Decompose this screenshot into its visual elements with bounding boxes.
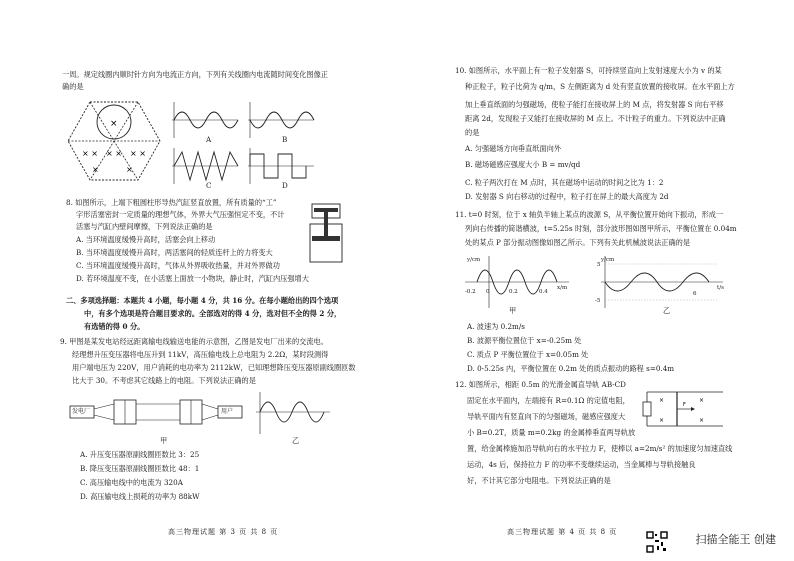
q9-option-b: B. 降压变压器原副线圈匝数比 48：1	[80, 464, 200, 473]
q11-yi-y-max: 5	[597, 262, 601, 268]
q11-option-b: B. 波源平衡位置位于 x=-0.25m 处	[467, 336, 582, 345]
q11-option-d: D. 0-5.25s 内，平衡位置在 0.2m 处的质点振动的路程 s=0.4m	[467, 364, 675, 373]
q10-line-1: 10. 如图所示，水平面上有一粒子发射器 S，可持续竖直向上发射速度大小为 v 的某	[455, 66, 722, 75]
q9-caption-jia: 甲	[160, 436, 168, 445]
q9-line-1: 9. 甲图是某发电站经远距离输电线输送电能的示意图，乙图是发电厂出来的交流电。	[60, 337, 328, 346]
q8-option-b: B. 当环境温度缓慢升高时，两活塞间的轻质连杆上的力将变大	[76, 248, 273, 257]
section-multi-choice-1: 二、多项选择题：本题共 4 小题，每小题 4 分，共 16 分。在每小题给出的四个选项	[66, 296, 339, 305]
q11-option-a: A. 波速为 0.2m/s	[467, 322, 525, 331]
svg-text:×: ×	[659, 397, 665, 404]
q7-line-2: 确的是	[62, 82, 84, 91]
q9-option-a: A. 升压变压器原副线圈匝数比 3：25	[80, 450, 200, 459]
svg-text:×: ×	[92, 165, 99, 174]
option-a-graph	[172, 102, 238, 138]
section-multi-choice-2: 中，有多个选项是符合题目要求的。全部选对的得 4 分，选对但不全的得 2 分，	[84, 309, 342, 318]
q7-option-graphs	[168, 98, 318, 190]
q9-user-label: 用户	[221, 408, 234, 415]
q11-option-c: C. 质点 P 平衡位置位于 x=0.05m 处	[467, 350, 589, 359]
q8-option-d: D. 若环境温度不变，在小活塞上面放一小物块，静止时，汽缸内压强增大	[76, 274, 309, 283]
q11-jia-tick-2: 0	[486, 289, 490, 295]
q7-line-1: 一周。规定线圈内顺时针方向为电流正方向，下列有关线圈内电流随时间变化图像正	[62, 70, 328, 79]
q12-line-2: 固定在水平面内，左端接有 R=0.1Ω 的定值电阻，	[467, 396, 630, 405]
q8-cylinder-figure	[308, 200, 344, 264]
q9-line-4: 比大于 30。不考虑其它线路上的电阻。下列说法正确的是	[72, 376, 256, 385]
option-d-graph	[248, 148, 314, 184]
q9-option-d: D. 高压输电线上损耗的功率为 88kW	[80, 492, 200, 501]
svg-text:×: ×	[126, 165, 133, 174]
q9-line-3: 用户端电压为 220V，用户消耗的电功率为 2112kW，已知理想降压变压器原副线圈匝数	[72, 363, 356, 372]
q11-yi-tick-6: 6	[693, 291, 697, 297]
q8-option-c: C. 当环境温度缓慢升高时，气体从外界吸收热量，并对外界做功	[76, 261, 280, 270]
q10-option-a: A. 匀强磁场方向垂直纸面向外	[465, 144, 562, 153]
q9-option-c: C. 高压输电线中的电流为 320A	[80, 478, 183, 487]
q8-option-a: A. 当环境温度缓慢升高时，活塞会向上移动	[76, 235, 216, 244]
svg-text:×: ×	[110, 119, 118, 129]
q7-label-d: D	[282, 181, 288, 190]
q11-oscillation-graph	[597, 254, 727, 312]
q8-line-2: 字形活塞密封一定质量的理想气体，外界大气压强恒定不变，不计	[76, 210, 285, 219]
q7-label-a: A	[206, 135, 212, 144]
q11-jia-x-unit: x/m	[557, 285, 568, 291]
qr-code-icon	[646, 531, 668, 553]
svg-text:× ×: × ×	[106, 149, 122, 158]
q10-option-c: C. 粒子两次打在 M 点时，其在磁场中运动的时间之比为 1：2	[465, 178, 664, 187]
q11-yi-t-unit: t/s	[717, 285, 724, 291]
q9-plant-label: 发电厂	[72, 408, 91, 415]
q12-line-4: 小 B=0.2T，质量 m=0.2kg 的金属棒垂直两导轨放	[467, 428, 636, 437]
q12-line-6: 运动，4s 后，保持拉力 F 的功率不变继续运动，当金属棒与导轨接触良	[467, 460, 696, 469]
svg-text:F: F	[683, 402, 686, 408]
q10-line-2: 种正粒子，粒子比荷为 q/m，S 左侧距离为 d 处有竖直放置的接收屏。在水平面上方	[465, 82, 735, 91]
q11-line-1: 11. t=0 时刻，位于 x 轴负半轴上某点的波源 S，从平衡位置开始向下振动，形成一	[455, 210, 724, 219]
q10-line-5: 的是	[465, 128, 480, 137]
svg-text:× ×: × ×	[130, 149, 146, 158]
q10-option-b: B. 磁场磁感应强度大小 B = mv/qd	[465, 160, 581, 169]
option-b-graph	[248, 102, 314, 138]
q11-line-2: 列向右传播的简谐横波，t=5.25s 时刻，部分波形图如图甲所示，平衡位置在 0.04m	[465, 224, 737, 233]
q11-yi-y-unit: y/cm	[601, 257, 615, 263]
q12-line-5: 置，给金属棒施加沿导轨向右的水平拉力 F，使棒以 a=2m/s² 的加速度匀加速直线	[467, 444, 733, 453]
q12-line-7: 好，不计其它部分电阻电。下列说法正确的是	[467, 476, 611, 485]
q11-jia-tick-3: 0.2	[509, 289, 518, 295]
q7-label-c: C	[206, 181, 212, 190]
q12-line-1: 12. 如图所示，相距 0.5m 的光滑金属直导轨 AB-CD	[455, 380, 626, 389]
q11-caption-yi: 乙	[663, 306, 671, 315]
q11-line-3: 处的某点 P 部分振动图像如图乙所示。下列有关此机械波说法正确的是	[465, 238, 691, 247]
q10-line-4: 距离 2d，发现粒子又能打在接收屏的 M 点上。不计粒子的重力。下列说法中正确	[465, 114, 726, 123]
section-multi-choice-3: 有选错的得 0 分。	[84, 322, 145, 331]
svg-text:×: ×	[699, 417, 705, 424]
q10-option-d: D. 发射器 S 向右移动的过程中，粒子打在屏上的最大高度为 2d	[465, 192, 669, 201]
left-page-footer: 高三物理试题 第 3 页 共 8 页	[168, 528, 279, 536]
q11-yi-y-min: -5	[595, 298, 601, 304]
svg-text:×: ×	[659, 417, 665, 424]
q11-jia-tick-4: 0.4	[539, 289, 548, 295]
q11-caption-jia: 甲	[509, 306, 517, 315]
scanner-watermark: 扫描全能王 创建	[695, 533, 776, 546]
q11-jia-y-unit: y/cm	[467, 257, 481, 263]
q9-sine-graph	[252, 390, 332, 438]
q9-caption-yi: 乙	[292, 436, 300, 445]
right-page-footer: 高三物理试题 第 4 页 共 8 页	[507, 528, 618, 536]
svg-text:×: ×	[699, 397, 705, 404]
q7-hexagon-figure	[66, 100, 162, 182]
q11-jia-tick-1: -0.2	[465, 289, 476, 295]
q7-label-b: B	[282, 135, 288, 144]
q12-line-3: 导轨平面内有竖直向下的匀强磁场，磁感应强度大	[467, 412, 626, 421]
q12-rail-figure	[637, 388, 725, 430]
q10-line-3: 加上垂直纸面的匀强磁场，使粒子能打在接收屏上的 M 点，将发射器 S 向右平移	[465, 100, 724, 109]
q8-line-1: 8. 如图所示，上端下粗圆柱形导热汽缸竖直放置，所有质量的“工”	[66, 198, 277, 207]
q8-line-3: 活塞与汽缸内壁间摩擦，下列说法正确的是	[76, 222, 213, 231]
svg-text:× ×: × ×	[82, 149, 98, 158]
q9-line-2: 经理想升压变压器将电压升到 11kV，高压输电线上总电阻为 2.2Ω，某时段测得	[72, 350, 329, 359]
option-c-graph	[172, 148, 238, 184]
right-page	[397, 0, 794, 561]
q9-transmission-figure	[68, 392, 268, 438]
